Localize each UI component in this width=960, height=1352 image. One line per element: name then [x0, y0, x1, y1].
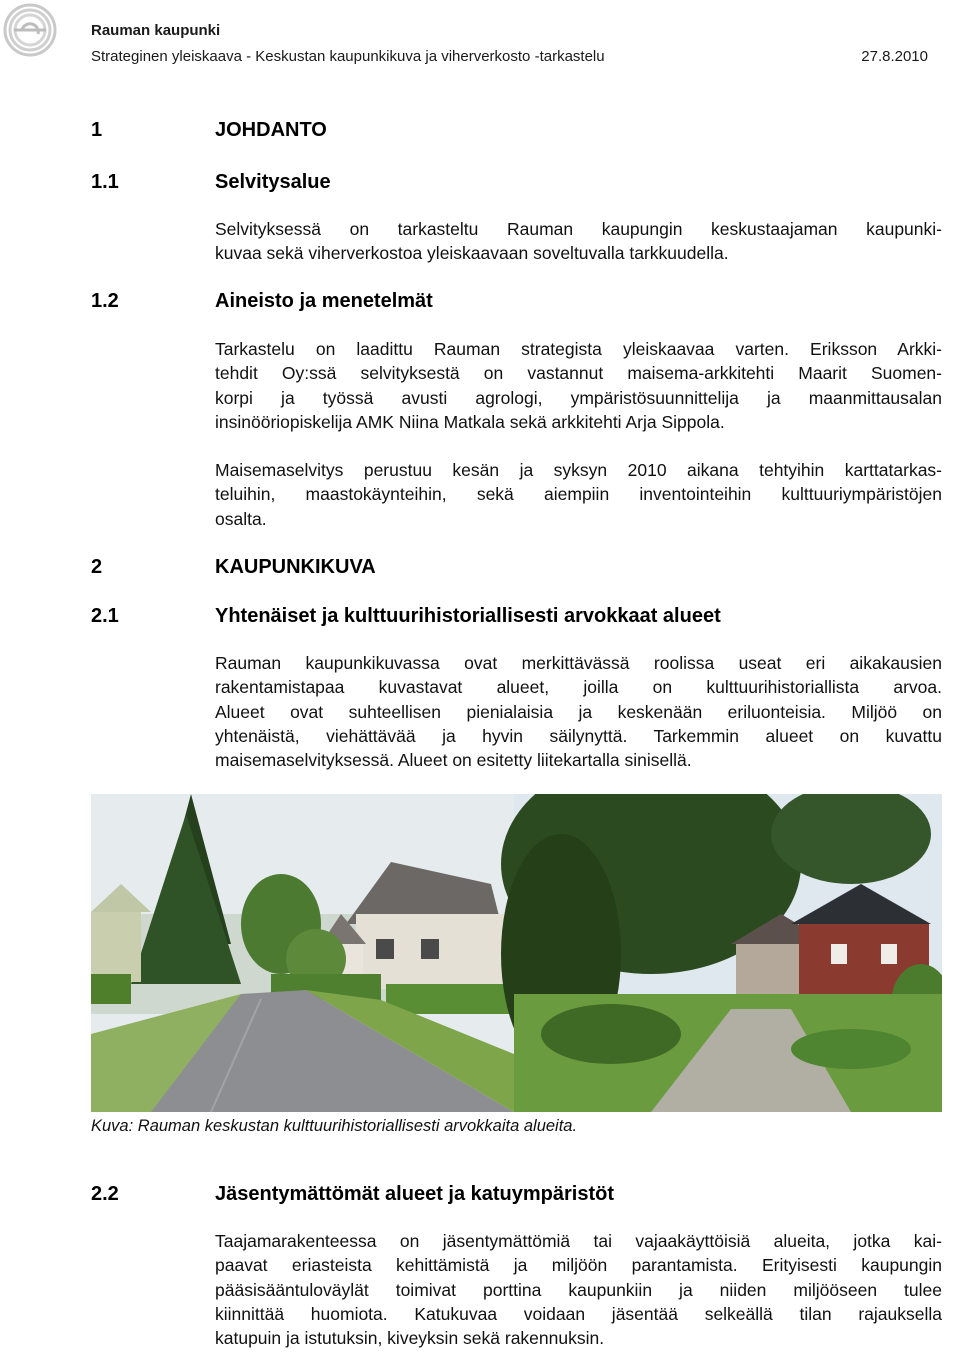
- street-photos: [91, 794, 942, 1112]
- text-line: teluihin, maastokäynteihin, sekä aiempiin inventointeihin kulttuuriympäristöjen: [215, 484, 942, 505]
- header-date: 27.8.2010: [861, 48, 928, 65]
- heading-number: 2: [91, 556, 103, 578]
- paragraph-selvitysalue: [215, 217, 942, 266]
- paragraph-yhtenaiset: [215, 651, 942, 772]
- header-organization: Rauman kaupunki: [91, 22, 221, 39]
- heading-number: 2.2: [91, 1183, 119, 1205]
- text-line: tehdit Oy:ssä selvityksestä on vastannut maisema-arkkitehti Maarit Suomen-: [215, 363, 942, 384]
- heading-title: Selvitysalue: [215, 171, 331, 193]
- paragraph-aineisto-2: [215, 458, 942, 531]
- text-line: paavat eriasteista kehittämistä ja miljöön parantamista. Erityisesti kaupungin: [215, 1255, 942, 1276]
- text-line: katupuin ja istutuksin, kiveyksin sekä rakennuksin.: [215, 1328, 605, 1349]
- text-line: Taajamarakenteessa on jäsentymättömiä tai vajaakäyttöisiä alueita, jotka kai-: [215, 1231, 942, 1251]
- text-line: insinööriopiskelija AMK Niina Matkala sekä arkkitehti Arja Sippola.: [215, 411, 725, 432]
- heading-number: 1.2: [91, 290, 119, 312]
- text-line: Selvityksessä on tarkasteltu Rauman kaupungin keskustaajaman kaupunki-: [215, 219, 942, 239]
- heading-title: Yhtenäiset ja kulttuurihistoriallisesti arvokkaat alueet: [215, 605, 721, 627]
- text-line: maisemaselvityksessä. Alueet on esitetty liitekartalla sinisellä.: [215, 750, 692, 771]
- text-line: Tarkastelu on laadittu Rauman strategista yleiskaavaa varten. Eriksson Arkki-: [215, 339, 942, 359]
- heading-title: KAUPUNKIKUVA: [215, 556, 376, 578]
- text-line: kiinnittää huomiota. Katukuvaa voidaan jäsentää selkeällä tilan rajauksella: [215, 1303, 942, 1324]
- text-line: korpi ja työssä avusti agrologi, ympäristösuunnittelija ja maanmittausalan: [215, 387, 942, 408]
- paragraph-jasentymattomat: [215, 1229, 942, 1350]
- text-line: yhtenäistä, viehättävää ja hyvin säilynyttä. Tarkemmin alueet on kuvattu: [215, 725, 942, 746]
- text-line: kuvaa sekä viherverkostoa yleiskaavaan soveltuvalla tarkkuudella.: [215, 243, 729, 264]
- text-line: Maisemaselvitys perustuu kesän ja syksyn 2010 aikana tehtyihin karttatarkas-: [215, 460, 942, 480]
- text-line: Alueet ovat suhteellisen pienialaisia ja keskenään eriluonteisia. Miljöö on: [215, 701, 942, 722]
- paragraph-aineisto-1: [215, 337, 942, 434]
- photo-right-street: [501, 794, 942, 1112]
- text-line: rakentamistapaa kuvastavat alueet, joilla on kulttuurihistoriallista arvoa.: [215, 677, 942, 698]
- header-document-title: Strateginen yleiskaava - Keskustan kaupunkikuva ja viherverkosto -tarkastelu: [91, 48, 605, 65]
- heading-number: 1: [91, 119, 103, 141]
- heading-title: Aineisto ja menetelmät: [215, 290, 433, 312]
- text-line: Rauman kaupunkikuvassa ovat merkittävässä roolissa useat eri aikakausien: [215, 653, 942, 673]
- heading-title: Jäsentymättömät alueet ja katuympäristöt: [215, 1183, 615, 1205]
- text-line: pääsisääntuloväylät toimivat porttina kaupunkiin ja niiden miljööseen tulee: [215, 1279, 942, 1300]
- heading-number: 2.1: [91, 605, 119, 627]
- heading-number: 1.1: [91, 171, 119, 193]
- heading-title: JOHDANTO: [215, 119, 327, 141]
- text-line: osalta.: [215, 508, 267, 529]
- photo-left-street: [91, 794, 514, 1112]
- photo-caption: Kuva: Rauman keskustan kulttuurihistoriallisesti arvokkaita alueita.: [91, 1117, 578, 1135]
- city-logo-icon: [0, 0, 60, 60]
